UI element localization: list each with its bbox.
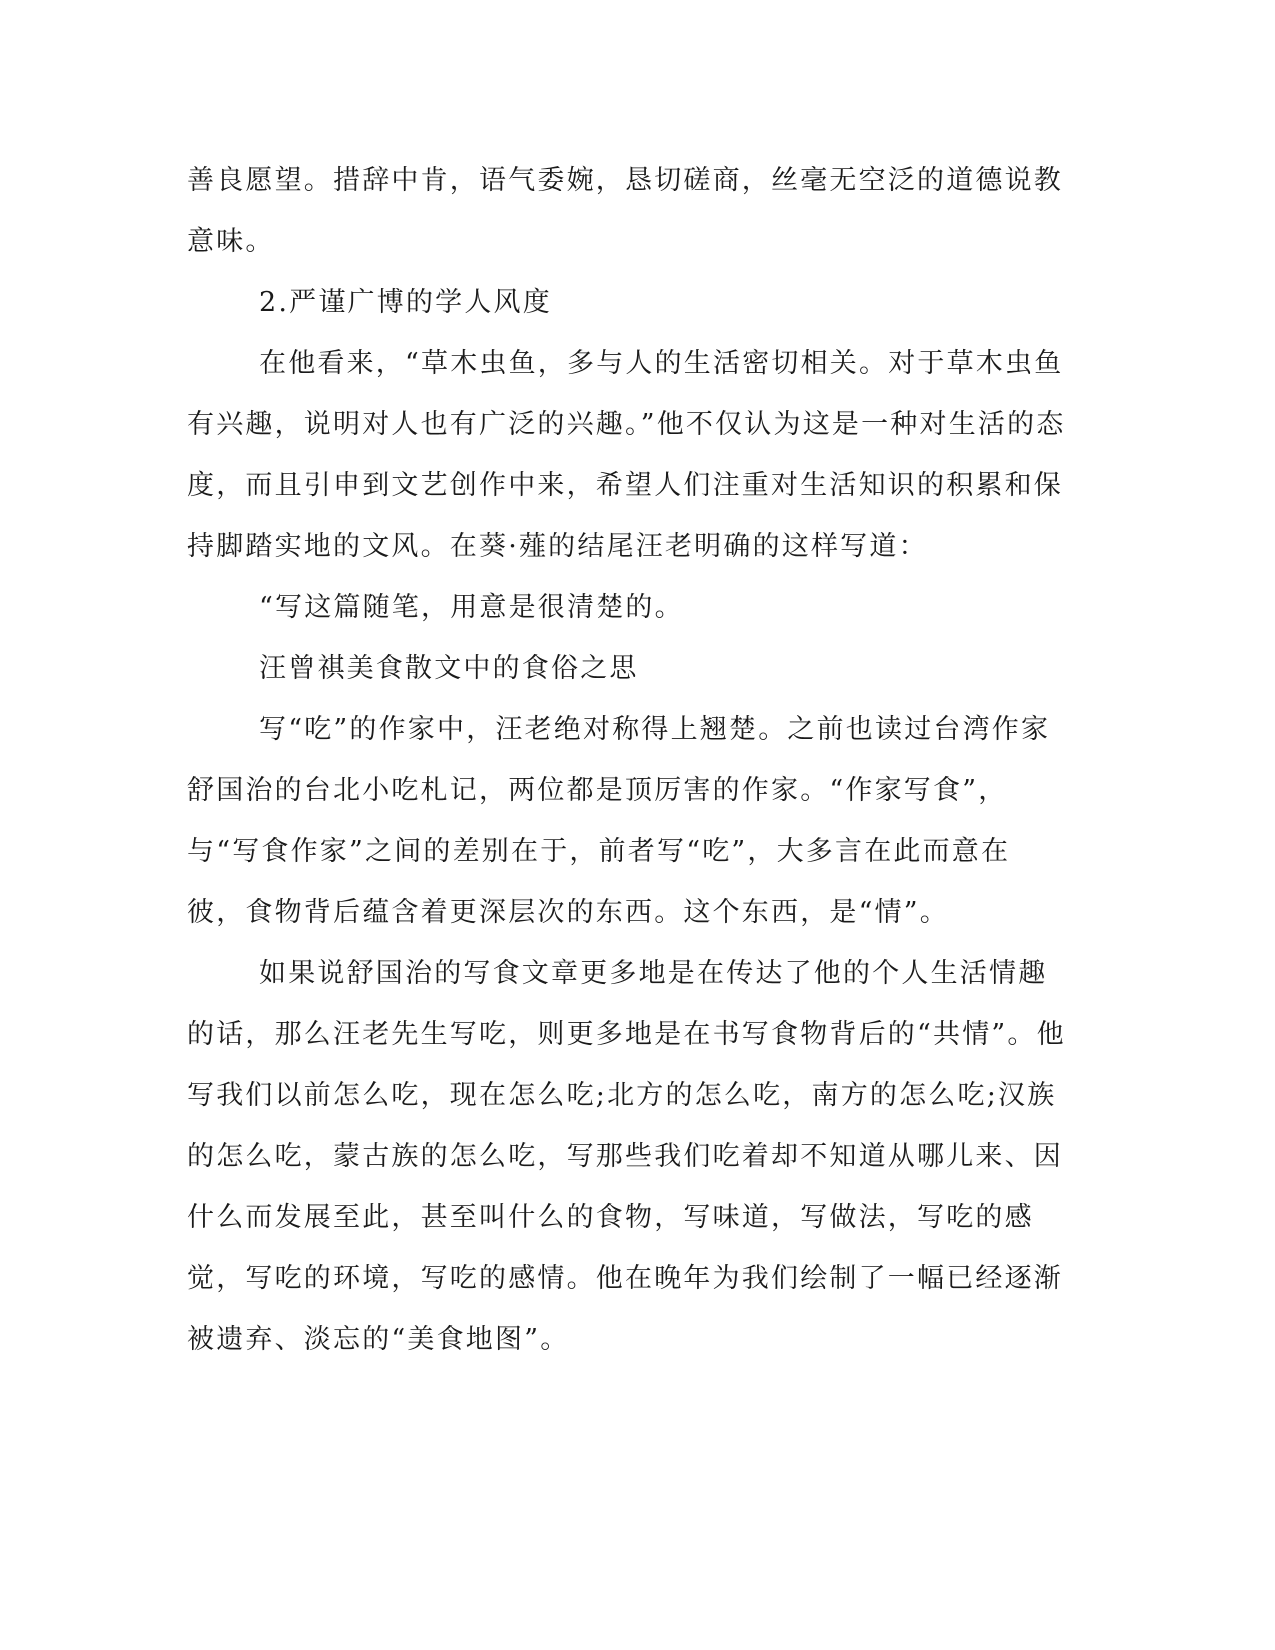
paragraph: 写“吃”的作家中，汪老绝对称得上翘楚。之前也读过台湾作家舒国治的台北小吃札记，两位都是顶厉害的作家。“作家写食”，与“写食作家”之间的差别在于，前者写“吃”，大多言在此而意在彼，食物背后蕴含着更深层次的东西。这个东西，是“情”。 [187, 714, 1051, 928]
section-heading: 2.严谨广博的学人风度 [259, 287, 552, 318]
article-title: 汪曾祺美食散文中的食俗之思 [259, 653, 639, 684]
paragraph-continuation: 善良愿望。措辞中肯，语气委婉，恳切磋商，丝毫无空泛的道德说教意味。 [187, 165, 1063, 257]
paragraph: 如果说舒国治的写食文章更多地是在传达了他的个人生活情趣的话，那么汪老先生写吃，则更多地是在书写食物背后的“共情”。他写我们以前怎么吃，现在怎么吃;北方的怎么吃，南方的怎么吃;汉族的怎么吃，蒙古族的怎么吃，写那些我们吃着却不知道从哪儿来、因什么而发展至此，甚至叫什么的食物，写味道，写做法，写吃的感觉，写吃的环境，写吃的感情。他在晚年为我们绘制了一幅已经逐渐被遗弃、淡忘的“美食地图”。 [187, 958, 1066, 1355]
body-text [187, 150, 1067, 1370]
quote-line: “写这篇随笔，用意是很清楚的。 [259, 592, 684, 623]
paragraph: 在他看来，“草木虫鱼，多与人的生活密切相关。对于草木虫鱼有兴趣，说明对人也有广泛的兴趣。”他不仅认为这是一种对生活的态度，而且引申到文艺创作中来，希望人们注重对生活知识的积累和保持脚踏实地的文风。在葵·薤的结尾汪老明确的这样写道： [187, 348, 1066, 562]
